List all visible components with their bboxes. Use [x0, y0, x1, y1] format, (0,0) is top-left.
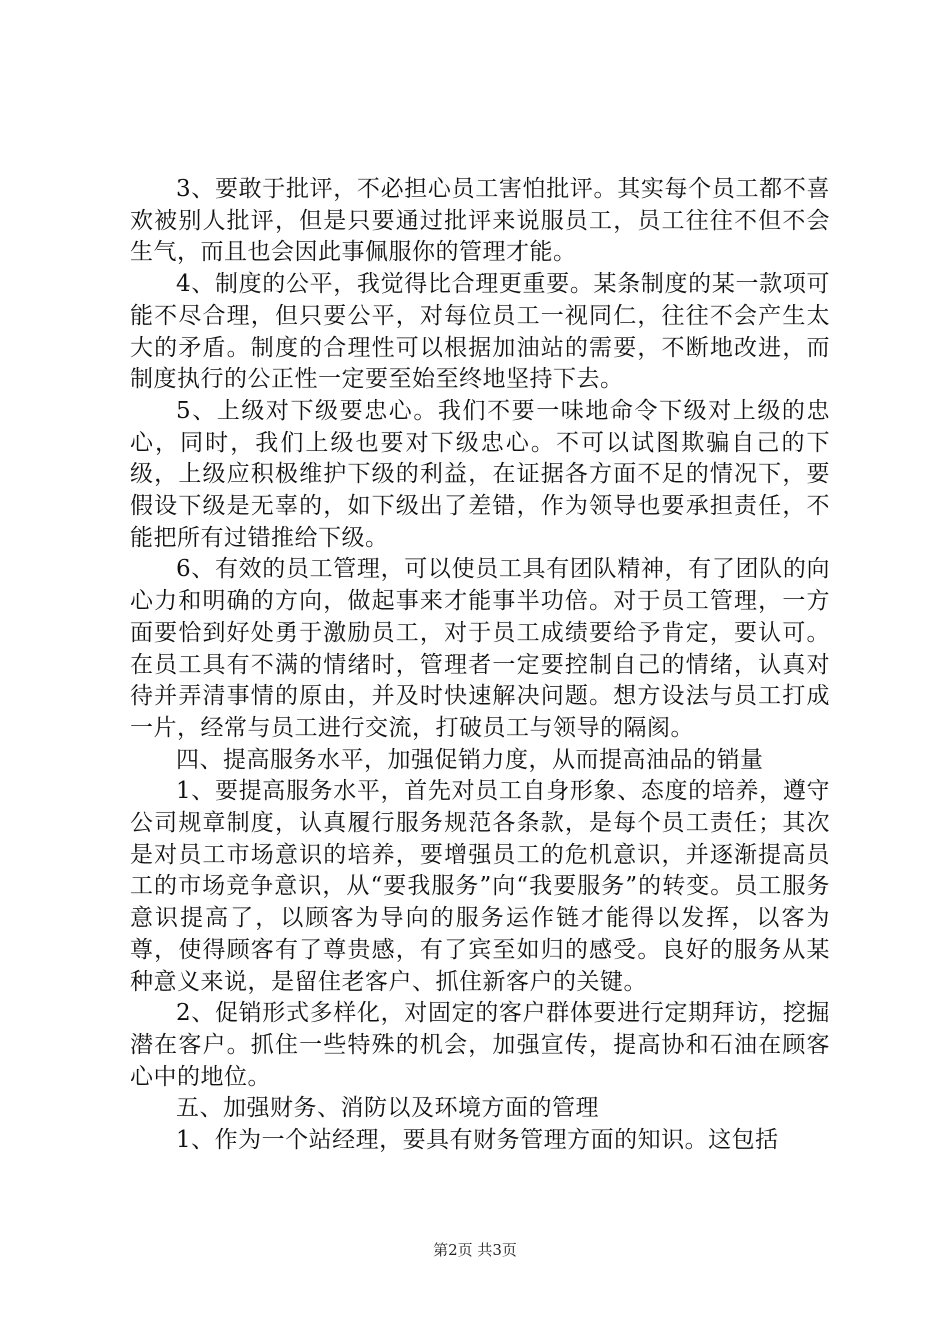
- paragraph-fairness: 4、制度的公平，我觉得比合理更重要。某条制度的某一款项可能不尽合理，但只要公平，对每位员工一视同仁，往往不会产生太大的矛盾。制度的合理性可以根据加油站的需要，不断地改进，而制度执行的公正性一定要至始至终地坚持下去。: [130, 271, 830, 393]
- paragraph-promotion: 2、促销形式多样化，对固定的客户群体要进行定期拜访，挖掘潜在客户。抓住一些特殊的机会，加强宣传，提高协和石油在顾客心中的地位。: [130, 1000, 830, 1090]
- section-heading-service: 四、提高服务水平，加强促销力度，从而提高油品的销量: [176, 746, 764, 773]
- page-number: 第2页 共3页: [433, 1241, 517, 1259]
- paragraph-team-management: 6、有效的员工管理，可以使员工具有团队精神，有了团队的向心力和明确的方向，做起事来才能事半功倍。对于员工管理，一方面要恰到好处勇于激励员工，对于员工成绩要给予肯定，要认可。在员工具有不满的情绪时，管理者一定要控制自己的情绪，认真对待并弄清事情的原由，并及时快速解决问题。想方设法与员工打成一片，经常与员工进行交流，打破员工与领导的隔阂。: [130, 556, 830, 741]
- paragraph-loyalty: 5、上级对下级要忠心。我们不要一味地命令下级对上级的忠心，同时，我们上级也要对下级忠心。不可以试图欺骗自己的下级，上级应积极维护下级的利益，在证据各方面不足的情况下，要假设下级是无辜的，如下级出了差错，作为领导也要承担责任，不能把所有过错推给下级。: [130, 397, 830, 551]
- section-heading-finance: 五、加强财务、消防以及环境方面的管理: [176, 1095, 599, 1122]
- paragraph-finance: 1、作为一个站经理，要具有财务管理方面的知识。这包括: [176, 1127, 779, 1154]
- paragraph-criticism: 3、要敢于批评，不必担心员工害怕批评。其实每个员工都不喜欢被别人批评，但是只要通过批评来说服员工，员工往往不但不会生气，而且也会因此事佩服你的管理才能。: [130, 176, 830, 266]
- page-footer: [0, 1240, 950, 1260]
- document-body: [130, 174, 830, 1157]
- paragraph-service-level: 1、要提高服务水平，首先对员工自身形象、态度的培养，遵守公司规章制度，认真履行服务规范各条款，是每个员工责任；其次是对员工市场意识的培养，要增强员工的危机意识，并逐渐提高员工的市场竞争意识，从“要我服务”向“我要服务”的转变。员工服务意识提高了，以顾客为导向的服务运作链才能得以发挥，以客为尊，使得顾客有了尊贵感，有了宾至如归的感受。良好的服务从某种意义来说，是留住老客户、抓住新客户的关键。: [130, 778, 830, 995]
